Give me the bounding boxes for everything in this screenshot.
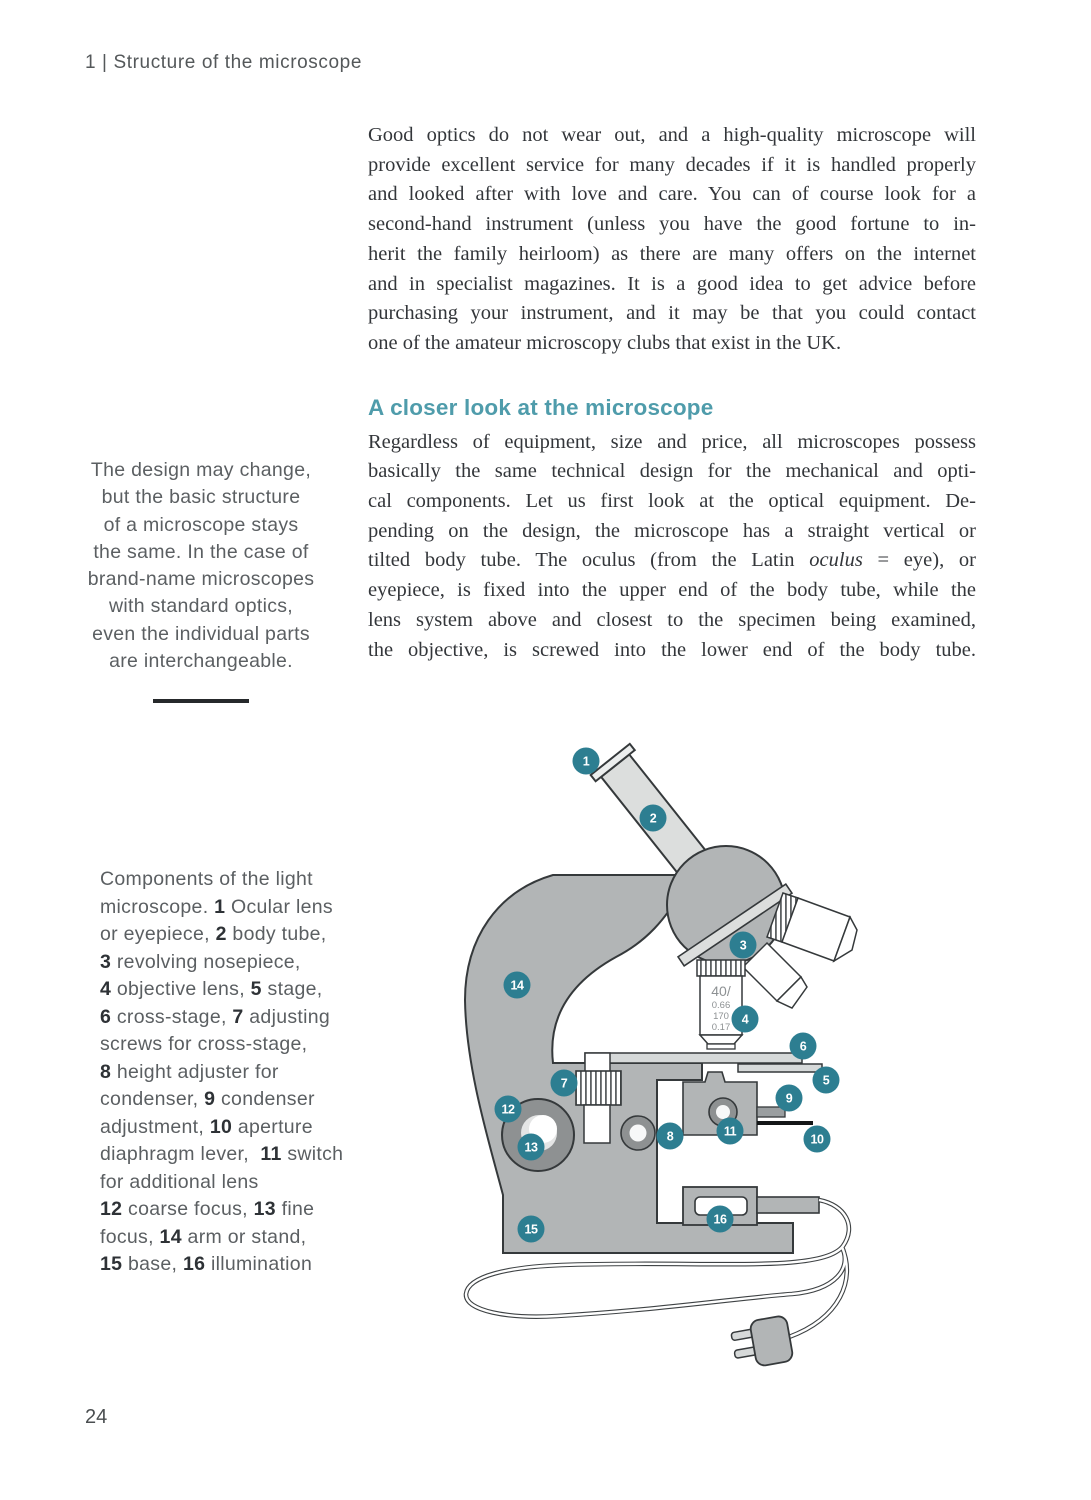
svg-text:1: 1 xyxy=(582,754,590,769)
objective-magnification: 40/ xyxy=(711,983,731,999)
text-line: Components of the light xyxy=(100,868,313,890)
microscope-diagram xyxy=(440,740,890,1400)
diagram-badge-5 xyxy=(813,1067,840,1094)
text-line: one of the amateur microscopy clubs that exist in the UK. xyxy=(368,331,842,354)
text-line: the objective, is screwed into the lower end of the body tube. xyxy=(368,638,976,661)
text-line: provide excellent service for many decades if it is handled properly xyxy=(368,153,976,176)
power-plug xyxy=(730,1315,794,1370)
text-line: brand-name microscopes xyxy=(87,568,315,591)
main-text-column xyxy=(368,121,976,665)
margin-note-rule xyxy=(153,699,249,703)
text-line: tilted body tube. The oculus (from the Latin oculus = eye), or xyxy=(368,549,976,572)
text-line: purchasing your instrument, and it may be that you could contact xyxy=(368,302,976,325)
diagram-badge-2 xyxy=(640,805,667,832)
text-line: 8 height adjuster for xyxy=(100,1060,279,1083)
diagram-badge-12 xyxy=(495,1096,522,1123)
diagram-badge-8 xyxy=(657,1123,684,1150)
svg-text:15: 15 xyxy=(524,1222,538,1237)
text-line: cal components. Let us first look at the optical equipment. De- xyxy=(368,490,976,513)
diagram-badge-10 xyxy=(804,1126,831,1153)
text-line: herit the family heirloom) as there are many offers on the internet xyxy=(368,242,976,265)
svg-text:9: 9 xyxy=(785,1091,793,1106)
svg-text:14: 14 xyxy=(510,978,524,993)
diagram-badge-11 xyxy=(717,1118,744,1145)
condenser-knob-center xyxy=(716,1105,730,1119)
text-line: 3 revolving nosepiece, xyxy=(100,950,301,973)
stage xyxy=(585,1053,802,1063)
text-line: eyepiece, is fixed into the upper end of the body tube, while the xyxy=(368,579,976,602)
text-line: and in specialist magazines. It is a good idea to get advice before xyxy=(368,272,976,295)
svg-text:8: 8 xyxy=(666,1129,674,1144)
text-line: 15 base, 16 illumination xyxy=(100,1253,313,1275)
svg-text:5: 5 xyxy=(822,1073,830,1088)
cross-stage-screw-post xyxy=(584,1105,610,1143)
paragraph-2 xyxy=(368,428,976,666)
text-line: adjustment, 10 aperture xyxy=(100,1115,313,1138)
figure-caption xyxy=(100,866,362,1279)
diagram-badge-4 xyxy=(732,1006,759,1033)
text-line: diaphragm lever, 11 switch xyxy=(100,1143,344,1165)
text-line: lens system above and closest to the specimen being examined, xyxy=(368,608,976,631)
text-line: of a microscope stays xyxy=(103,513,299,536)
page-number: 24 xyxy=(85,1406,108,1428)
text-line: 6 cross-stage, 7 adjusting xyxy=(100,1005,331,1028)
svg-text:13: 13 xyxy=(524,1140,538,1155)
svg-text:11: 11 xyxy=(723,1124,737,1139)
text-line: or eyepiece, 2 body tube, xyxy=(100,923,327,945)
text-line: the same. In the case of xyxy=(93,540,309,563)
cross-stage xyxy=(738,1064,822,1072)
running-header: 1 | Structure of the microscope xyxy=(85,52,362,73)
text-line: focus, 14 arm or stand, xyxy=(100,1225,307,1248)
diagram-badge-6 xyxy=(790,1033,817,1060)
diagram-badge-3 xyxy=(730,932,757,959)
text-line: Good optics do not wear out, and a high-quality microscope will xyxy=(368,124,976,146)
text-line: for additional lens xyxy=(100,1170,259,1193)
svg-text:4: 4 xyxy=(741,1012,749,1027)
svg-text:16: 16 xyxy=(713,1212,727,1227)
objective-tube-length: 170 xyxy=(713,1011,729,1022)
text-line: and looked after with love and care. You can of course look for a xyxy=(368,183,976,206)
objective-right xyxy=(767,893,857,961)
text-line: The design may change, xyxy=(90,459,312,481)
svg-text:3: 3 xyxy=(739,938,747,953)
diagram-badge-9 xyxy=(776,1085,803,1112)
text-line: second-hand instrument (unless you have the good fortune to in- xyxy=(368,213,976,236)
diagram-badge-15 xyxy=(518,1216,545,1243)
svg-text:12: 12 xyxy=(501,1102,515,1117)
text-line: with standard optics, xyxy=(108,595,294,618)
diagram-badge-1 xyxy=(573,748,600,775)
text-line: basically the same technical design for the mechanical and opti- xyxy=(368,460,976,483)
objective-na: 0.66 xyxy=(711,1000,731,1011)
text-line: pending on the design, the microscope has a straight vertical or xyxy=(368,519,976,542)
svg-text:2: 2 xyxy=(649,811,657,826)
text-line: 12 coarse focus, 13 fine xyxy=(100,1198,315,1220)
section-heading: A closer look at the microscope xyxy=(368,394,714,420)
objective-coverglass: 0.17 xyxy=(711,1022,731,1033)
text-line: 4 objective lens, 5 stage, xyxy=(100,978,323,1000)
text-line: screws for cross-stage, xyxy=(100,1033,308,1055)
stage-bracket xyxy=(585,1053,610,1072)
text-line: Regardless of equipment, size and price, all microscopes possess xyxy=(368,430,976,453)
text-line: even the individual parts xyxy=(92,622,310,645)
text-line: condenser, 9 condenser xyxy=(100,1088,315,1110)
svg-text:6: 6 xyxy=(799,1039,807,1054)
margin-note xyxy=(70,457,332,703)
text-line: microscope. 1 Ocular lens xyxy=(100,895,333,918)
diagram-badge-16 xyxy=(707,1206,734,1233)
svg-text:7: 7 xyxy=(560,1076,568,1091)
svg-text:10: 10 xyxy=(810,1132,824,1147)
paragraph-1 xyxy=(368,121,976,359)
text-line: are interchangeable. xyxy=(109,650,293,673)
cross-stage-screw-knob xyxy=(576,1071,621,1105)
condenser-height-knob-center xyxy=(630,1125,647,1142)
diagram-badge-14 xyxy=(504,972,531,999)
diagram-badge-13 xyxy=(518,1134,545,1161)
objective-main xyxy=(697,960,745,1049)
text-line: but the basic structure xyxy=(101,486,301,509)
diagram-badge-7 xyxy=(551,1070,578,1097)
margin-note-text xyxy=(70,457,332,675)
illumination-transformer xyxy=(757,1197,819,1213)
